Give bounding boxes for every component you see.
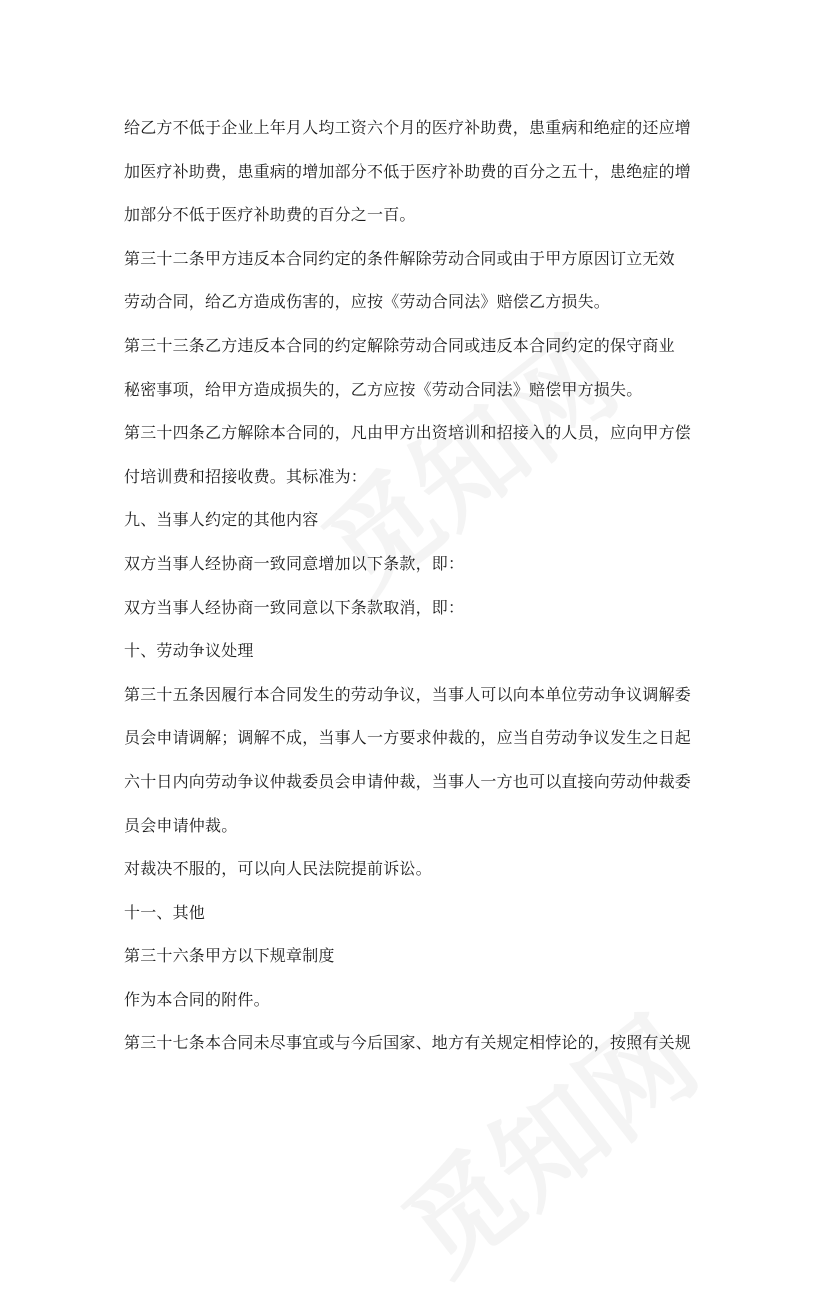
text-line: 付培训费和招接收费。其标准为： bbox=[124, 466, 368, 486]
clause-36: 第三十六条甲方以下规章制度 bbox=[124, 946, 335, 966]
text-line: 加部分不低于医疗补助费的百分之一百。 bbox=[124, 205, 416, 225]
clause-33: 第三十三条乙方违反本合同的约定解除劳动合同或违反本合同约定的保守商业 bbox=[124, 335, 675, 355]
clause-32: 第三十二条甲方违反本合同约定的条件解除劳动合同或由于甲方原因订立无效 bbox=[124, 248, 675, 268]
document-body bbox=[124, 106, 714, 1065]
clause-34: 第三十四条乙方解除本合同的，凡由甲方出资培训和招接入的人员，应向甲方偿 bbox=[124, 423, 692, 443]
text-line: 加医疗补助费，患重病的增加部分不低于医疗补助费的百分之五十，患绝症的增 bbox=[124, 161, 692, 181]
text-line: 双方当事人经协商一致同意以下条款取消，即： bbox=[124, 597, 465, 617]
clause-35: 第三十五条因履行本合同发生的劳动争议，当事人可以向本单位劳动争议调解委 bbox=[124, 684, 692, 704]
text-line: 六十日内向劳动争议仲裁委员会申请仲裁，当事人一方也可以直接向劳动仲裁委 bbox=[124, 771, 692, 791]
text-line: 秘密事项，给甲方造成损失的，乙方应按《劳动合同法》赔偿甲方损失。 bbox=[124, 379, 643, 399]
text-line: 员会申请仲裁。 bbox=[124, 815, 238, 835]
text-line: 作为本合同的附件。 bbox=[124, 989, 270, 1009]
text-line: 员会申请调解；调解不成，当事人一方要求仲裁的，应当自劳动争议发生之日起 bbox=[124, 728, 692, 748]
section-heading-9: 九、当事人约定的其他内容 bbox=[124, 510, 319, 530]
text-line: 对裁决不服的，可以向人民法院提前诉讼。 bbox=[124, 859, 432, 879]
text-line: 给乙方不低于企业上年月人均工资六个月的医疗补助费，患重病和绝症的还应增 bbox=[124, 118, 692, 137]
text-line: 双方当事人经协商一致同意增加以下条款，即： bbox=[124, 553, 465, 573]
section-heading-11: 十一、其他 bbox=[124, 902, 206, 922]
section-heading-10: 十、劳动争议处理 bbox=[124, 641, 254, 661]
clause-37: 第三十七条本合同未尽事宜或与今后国家、地方有关规定相悖论的，按照有关规 bbox=[124, 1033, 692, 1053]
text-line: 劳动合同，给乙方造成伤害的，应按《劳动合同法》赔偿乙方损失。 bbox=[124, 292, 611, 312]
